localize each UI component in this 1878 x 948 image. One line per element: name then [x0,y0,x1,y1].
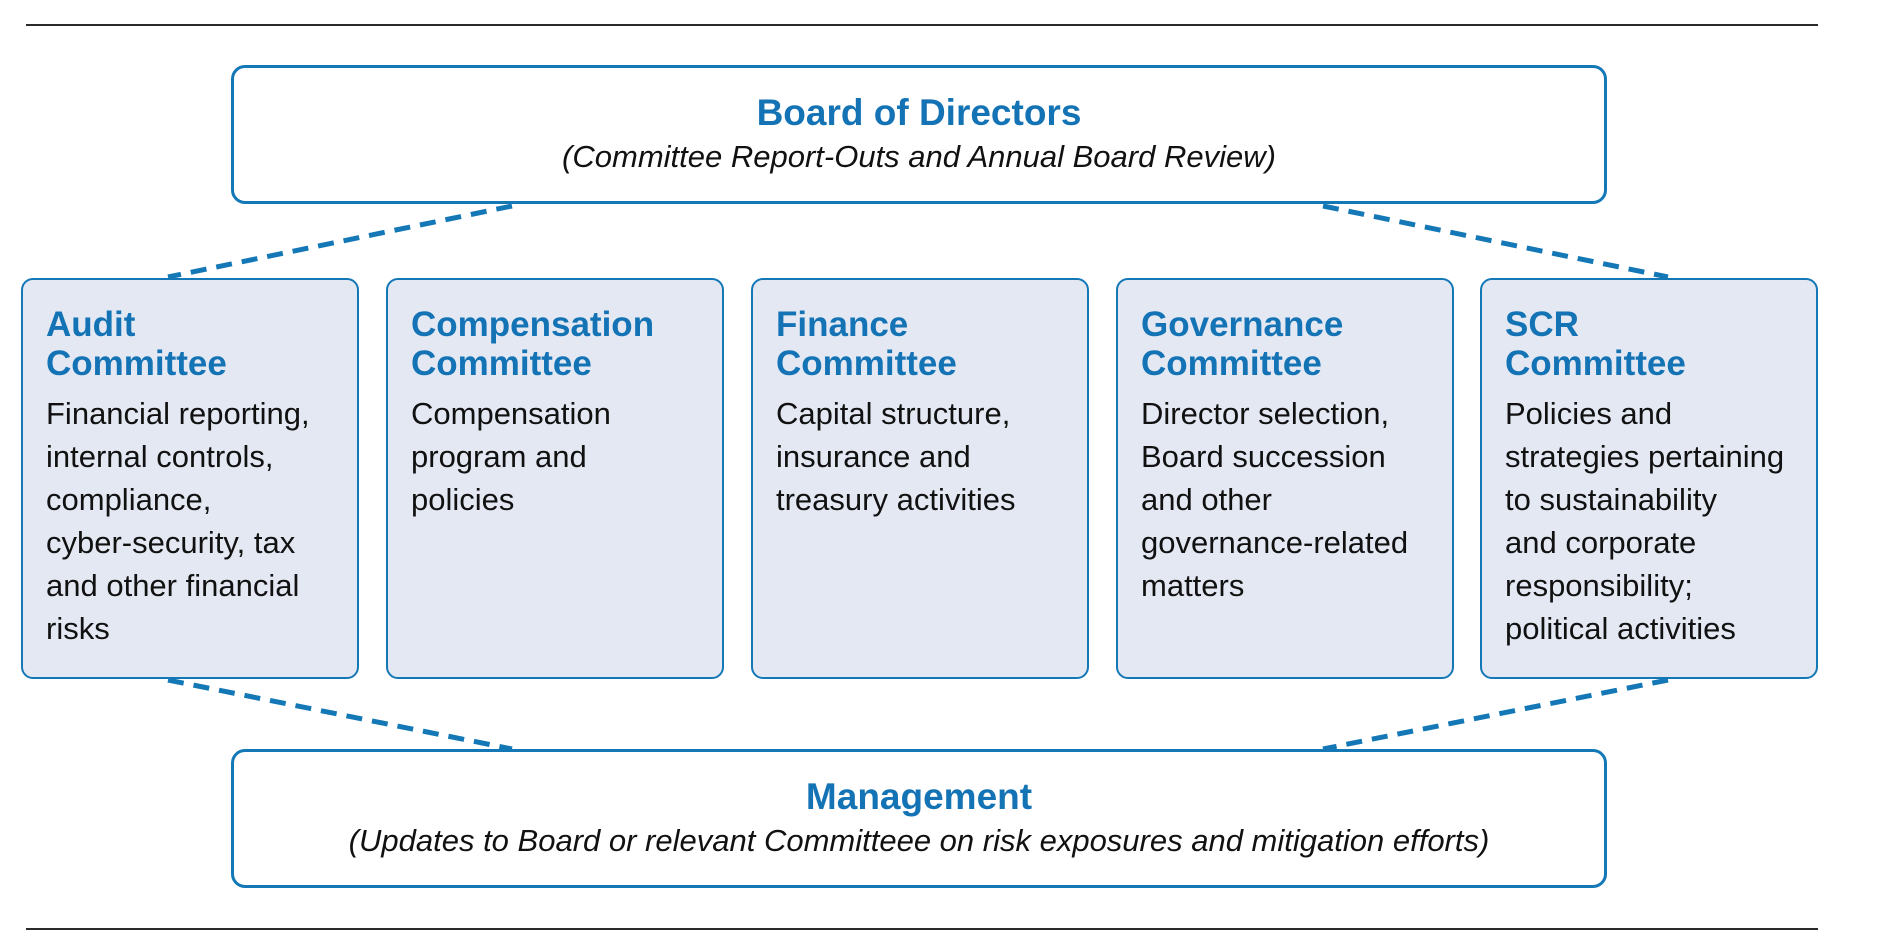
connector-audit-to-management [168,680,512,749]
committee-title: Compensation Committee [411,305,655,383]
management-title: Management [805,776,1033,817]
connector-board-to-audit [168,206,512,277]
committee-description: Director selection, Board succession and other governance-related matters [1141,396,1409,603]
board-subtitle: (Committee Report-Outs and Annual Board Review) [562,139,1276,174]
committee-description: Policies and strategies pertaining to sustainability and corporate responsibility; political activities [1505,396,1785,646]
management-box [231,749,1607,888]
committee-title: Audit Committee [46,305,227,383]
audit-committee-box [21,278,359,679]
committee-description: Financial reporting, internal controls, compliance, cyber-security, tax and other financial risks [46,396,310,646]
compensation-committee-box [386,278,724,679]
top-divider-line [26,24,1818,26]
connector-scr-to-management [1323,680,1668,749]
committee-description: Compensation program and policies [411,396,611,517]
board-title: Board of Directors [756,92,1082,133]
committee-title: Governance Committee [1141,305,1344,383]
bottom-divider-line [26,928,1818,930]
board-of-directors-box [231,65,1607,204]
committee-title: Finance Committee [776,305,957,383]
connector-board-to-scr [1323,206,1668,277]
scr-committee-box [1480,278,1818,679]
finance-committee-box [751,278,1089,679]
management-subtitle: (Updates to Board or relevant Committeee on risk exposures and mitigation efforts) [348,823,1490,858]
committee-title: SCR Committee [1505,305,1686,383]
committee-description: Capital structure, insurance and treasury activities [776,396,1016,517]
governance-committee-box [1116,278,1454,679]
